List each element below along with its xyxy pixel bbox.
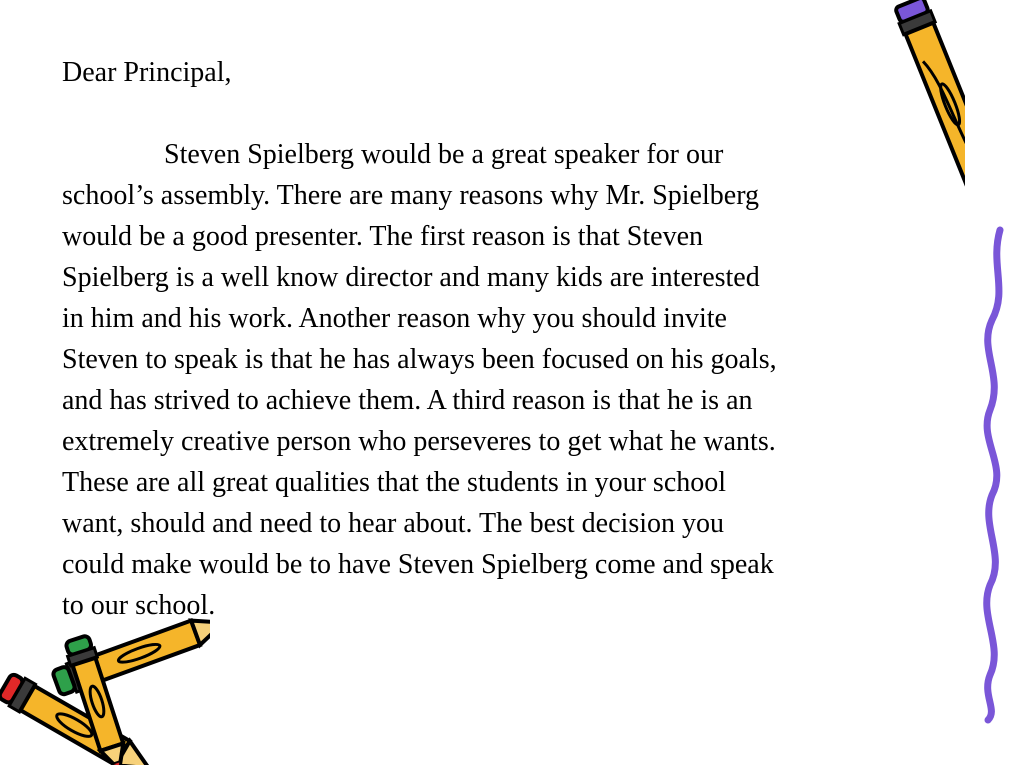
letter-line: extremely creative person who perseveres to get what he wants. <box>62 426 776 457</box>
letter-body <box>62 134 962 626</box>
letter-line: in him and his work. Another reason why you should invite <box>62 303 727 334</box>
letter-salutation: Dear Principal, <box>62 57 232 88</box>
letter-line: school’s assembly. There are many reasons why Mr. Spielberg <box>62 180 760 211</box>
squiggle-border-icon <box>960 225 1020 725</box>
letter-line: and has strived to achieve them. A third reason is that he is an <box>62 385 753 416</box>
letter-line: Steven to speak is that he has always been focused on his goals, <box>62 344 777 375</box>
crossed-pencils-icon <box>0 615 210 765</box>
pencil-icon <box>855 0 965 250</box>
letter-line: could make would be to have Steven Spielberg come and speak <box>62 549 774 580</box>
letter-line: want, should and need to hear about. The best decision you <box>62 508 724 539</box>
letter-line: Spielberg is a well know director and many kids are interested <box>62 262 760 293</box>
letter-line: would be a good presenter. The first reason is that Steven <box>62 221 703 252</box>
letter-line: These are all great qualities that the students in your school <box>62 467 727 498</box>
letter-line: to our school. <box>62 590 216 621</box>
letter-line: Steven Spielberg would be a great speaker for our <box>164 139 724 170</box>
